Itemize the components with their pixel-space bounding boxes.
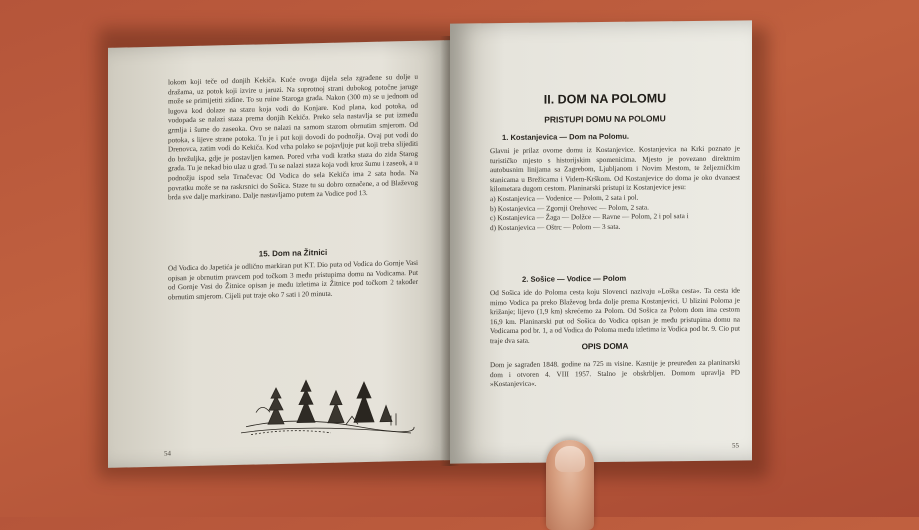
- opis-text: Dom je sagrađen 1848. godine na 725 m visine. Kasnije je preuređen za planinarski dom i otvoren 4. VIII 1957. Stalno je obskrbljen. Domom upravlja PD »Kostanjevica«.: [490, 358, 740, 389]
- route-1-options: [490, 193, 740, 234]
- route-1-text: Glavni je prilaz ovome domu iz Kostanjevice. Kostanjevica na Krki poznato je turističko mjesto s historijskim spomenicima. Mjesto je povezano direktnim autobusnim linijama sa Zagrebom, Ljubljanom i Novim Mestom, te željezničkim stanicama u Brežicama i Videm-Krškom. Od Kostanjevice do doma je oko dvanaest kilometara dugom cestom. Planinarski pristupi iz Kostanjevice jesu:: [490, 144, 740, 194]
- route-option: a) Kostanjevica — Vodenice — Polom, 2 sata i pol.: [490, 193, 639, 204]
- left-page-paragraph-1: lokom koji teče od donjih Kekiča. Kuće ovoga dijela sela zgrađene su dolje u dražama, uz potok koji izvire u jaruzi. Na suprotnoj strani dubokog potočne jaruge može se primijetiti zidine. To su ruine Starogа grada. Nakon (300 m) se u jednom od lugova kod dolaze na stazu koja vodi do Konjare. Kod plana, kod potoka, od vodopada se nalazi staza prema donjih Kekiča. Preko sela nastavlja se put između grmlja i šume do zaseoka. Ovo se nalazi na samom stazom obrnutim smjerom. Od potoka, s lijeve strane potoka. Tu je i put koji dovodi do podnožja. Ovaj put vodi do Drenovca, zatim vodi do Kekiča. Kod vrha polako se pojavljuje put koji treba slijediti do brežuljka, gdje je postavljen kamen. Pored vrha vodi kratka staza do zida Starog grada. Tu je nekad bio ulaz u grad. Tu se nalazi staza koja vodi kroz šumu i zaseok, a u podnožju ispod sela Trnačevac Od Vodica do sela Kekiča ima 2 sata hoda. Na povratku može se na raskrsnici do Sošica. Staze tu su dobro označene, a od Blaževog brda sve dalje markirano. Dalje nastavljamo putem za Vodice pod 13.: [168, 72, 418, 202]
- route-2-text: Od Sošica ide do Poloma cesta koju Slovenci nazivaju »Loška cesta«. Ta cesta ide mimo Vodica pa preko Blaževog brda dolje prema Kostanjevici. U blizini Poloma je križanje; lijevo (1,9 km) skrećemo za Polom. Od Sošica za Polom dom ima cestom 16,9 km. Planinarski put od Sošica do Vodica opisan je među pristupima domu na Vodicama pod br. 1, a od Vodica do Poloma među izletima iz Vodica pod br. 9. Cio put traje dva sata.: [490, 286, 740, 346]
- route-1-heading: 1. Kostanjevica — Dom na Polomu.: [502, 131, 630, 143]
- chapter-subtitle: PRISTUPI DOMU NA POLOMU: [544, 113, 666, 125]
- right-page-number: 55: [732, 441, 739, 450]
- left-page: [108, 40, 450, 468]
- route-option: c) Kostanjevica — Žaga — Dolžce — Ravne — Polom, 2 i pol sata i: [490, 212, 689, 223]
- opis-heading: OPIS DOMA: [581, 341, 629, 352]
- left-page-paragraph-2: Od Vodica do Japetića je odlično markiran put KT. Dio puta od Vodica do Gornje Vasi opisan je obrnutim pravcem pod točkom 3 među pristupima domu na Vodicama. Put od Gornje Vasi do Žitnice opisan je među izletima iz Žitnice pod točkom 2 također obrnutim smjerom. Cijeli put traje oko 7 sati i 20 minuta.: [168, 258, 418, 302]
- section-heading-zitnica: 15. Dom na Žitnici: [258, 247, 328, 259]
- chapter-title: II. DOM NA POLOMU: [543, 91, 667, 107]
- left-page-number: 54: [164, 449, 171, 458]
- route-1-section: [490, 145, 740, 234]
- forest-sketch-illustration: [236, 343, 416, 439]
- right-page: [450, 20, 752, 463]
- route-option: b) Kostanjevica — Zgornji Orehovec — Polom, 2 sata.: [490, 203, 649, 213]
- route-2-heading: 2. Sošice — Vodice — Polom: [522, 273, 627, 284]
- thumbnail-nail: [555, 446, 585, 472]
- route-option: d) Kostanjevica — Oštrc — Polom — 3 sata.: [490, 222, 621, 232]
